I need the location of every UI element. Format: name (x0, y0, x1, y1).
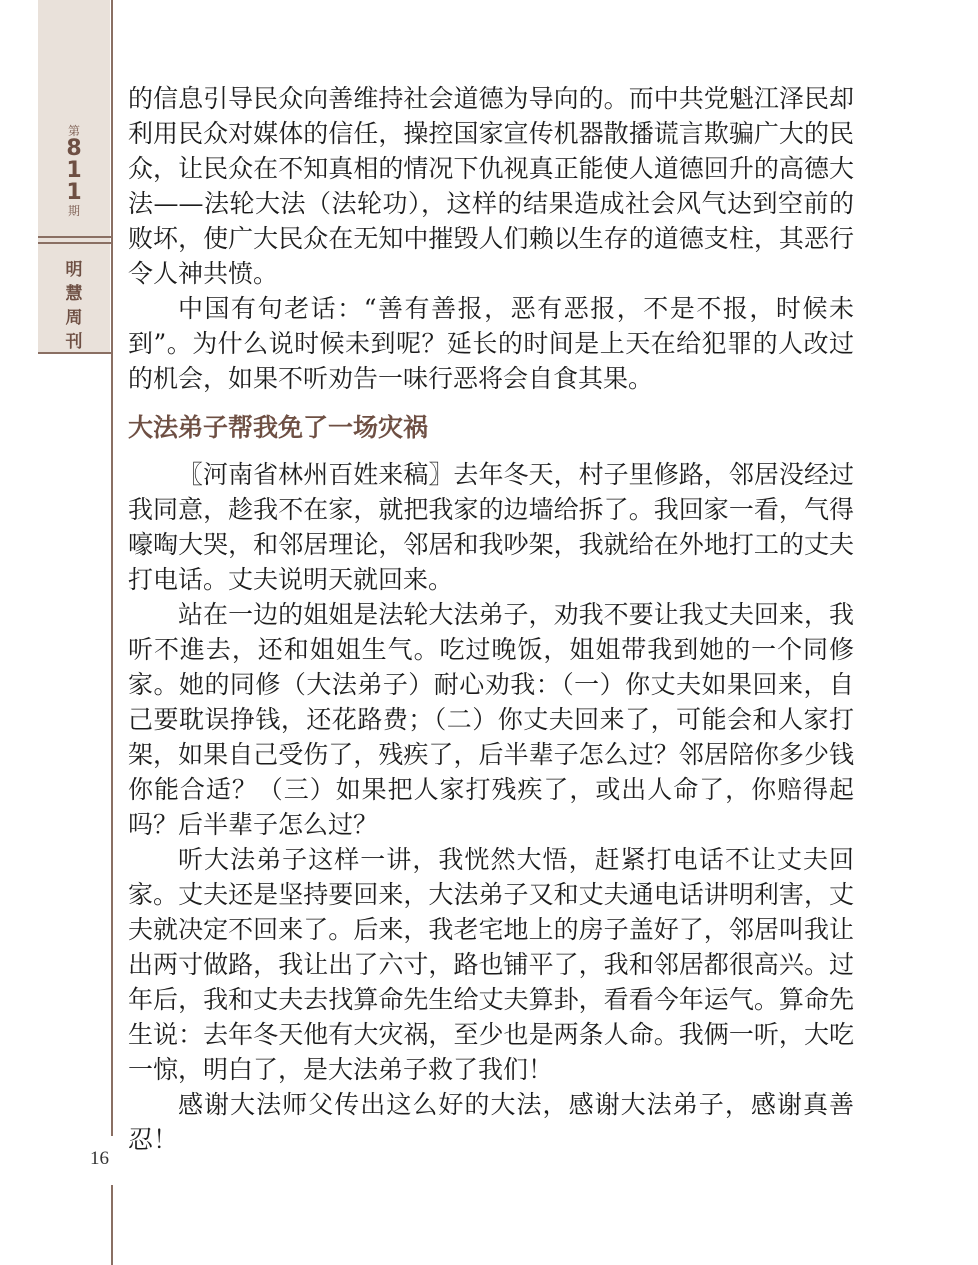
issue-digit: 8 (66, 136, 82, 161)
body-paragraph: 〖河南省林州百姓来稿〗去年冬天，村子里修路，邻居没经过我同意，趁我不在家，就把我家的边墙给拆了。我回家一看，气得嚎啕大哭，和邻居理论，邻居和我吵架，我就给在外地打工的丈夫打电话。丈夫说明天就回来。 (128, 460, 854, 594)
magazine-char: 周 (65, 308, 83, 328)
issue-suffix: 期 (67, 204, 80, 218)
magazine-name (38, 258, 110, 354)
issue-digit: 1 (66, 180, 82, 205)
margin-line (111, 0, 113, 1136)
body-paragraph: 站在一边的姐姐是法轮大法弟子，劝我不要让我丈夫回来，我听不進去，还和姐姐生气。吃过晚饭，姐姐带我到她的一个同修家。她的同修（大法弟子）耐心劝我：（一）你丈夫如果回来，自己要耽误挣钱，还花路费；（二）你丈夫回来了，可能会和人家打架，如果自己受伤了，残疾了，后半辈子怎么过？邻居陪你多少钱你能合适？（三）如果把人家打残疾了，或出人命了，你赔得起吗？后半辈子怎么过？ (128, 600, 854, 839)
section-heading: 大法弟子帮我免了一场灾祸 (128, 413, 429, 442)
sidebar-divider-bottom (38, 242, 112, 244)
magazine-char: 慧 (65, 284, 83, 304)
issue-digits (38, 138, 110, 204)
magazine-char: 刊 (65, 332, 83, 352)
issue-prefix: 第 (67, 124, 80, 138)
page-number: 16 (90, 1148, 109, 1169)
sidebar-divider-top (38, 236, 112, 238)
body-paragraph: 的信息引导民众向善维持社会道德为导向的。而中共党魁江泽民却利用民众对媒体的信任，操控国家宣传机器散播谎言欺骗广大的民众，让民众在不知真相的情况下仇视真正能使人道德回升的高德大法——法轮大法（法轮功），这样的结果造成社会风气达到空前的败坏，使广大民众在无知中摧毁人们赖以生存的道德支柱，其恶行令人神共愤。 (128, 84, 854, 288)
body-paragraph: 中国有句老话：“善有善报，恶有恶报，不是不报，时候未到”。为什么说时候未到呢？延长的时间是上天在给犯罪的人改过的机会，如果不听劝告一味行恶将会自食其果。 (128, 294, 854, 393)
magazine-char: 明 (65, 260, 83, 280)
margin-line-lower (111, 1185, 113, 1265)
issue-digit: 1 (66, 158, 82, 183)
body-paragraph: 听大法弟子这样一讲，我恍然大悟，赶紧打电话不让丈夫回家。丈夫还是坚持要回来，大法弟子又和丈夫通电话讲明利害，丈夫就决定不回来了。后来，我老宅地上的房子盖好了，邻居叫我让出两寸做路，我让出了六寸，路也铺平了，我和邻居都很高兴。过年后，我和丈夫去找算命先生给丈夫算卦，看看今年运气。算命先生说：去年冬天他有大灾祸，至少也是两条人命。我俩一听，大吃一惊，明白了，是大法弟子救了我们！ (128, 845, 854, 1084)
body-paragraph: 感谢大法师父传出这么好的大法，感谢大法弟子，感谢真善忍！ (128, 1090, 854, 1154)
article-body (128, 81, 854, 1157)
issue-number (38, 124, 110, 218)
sidebar-base-rule (38, 352, 112, 354)
